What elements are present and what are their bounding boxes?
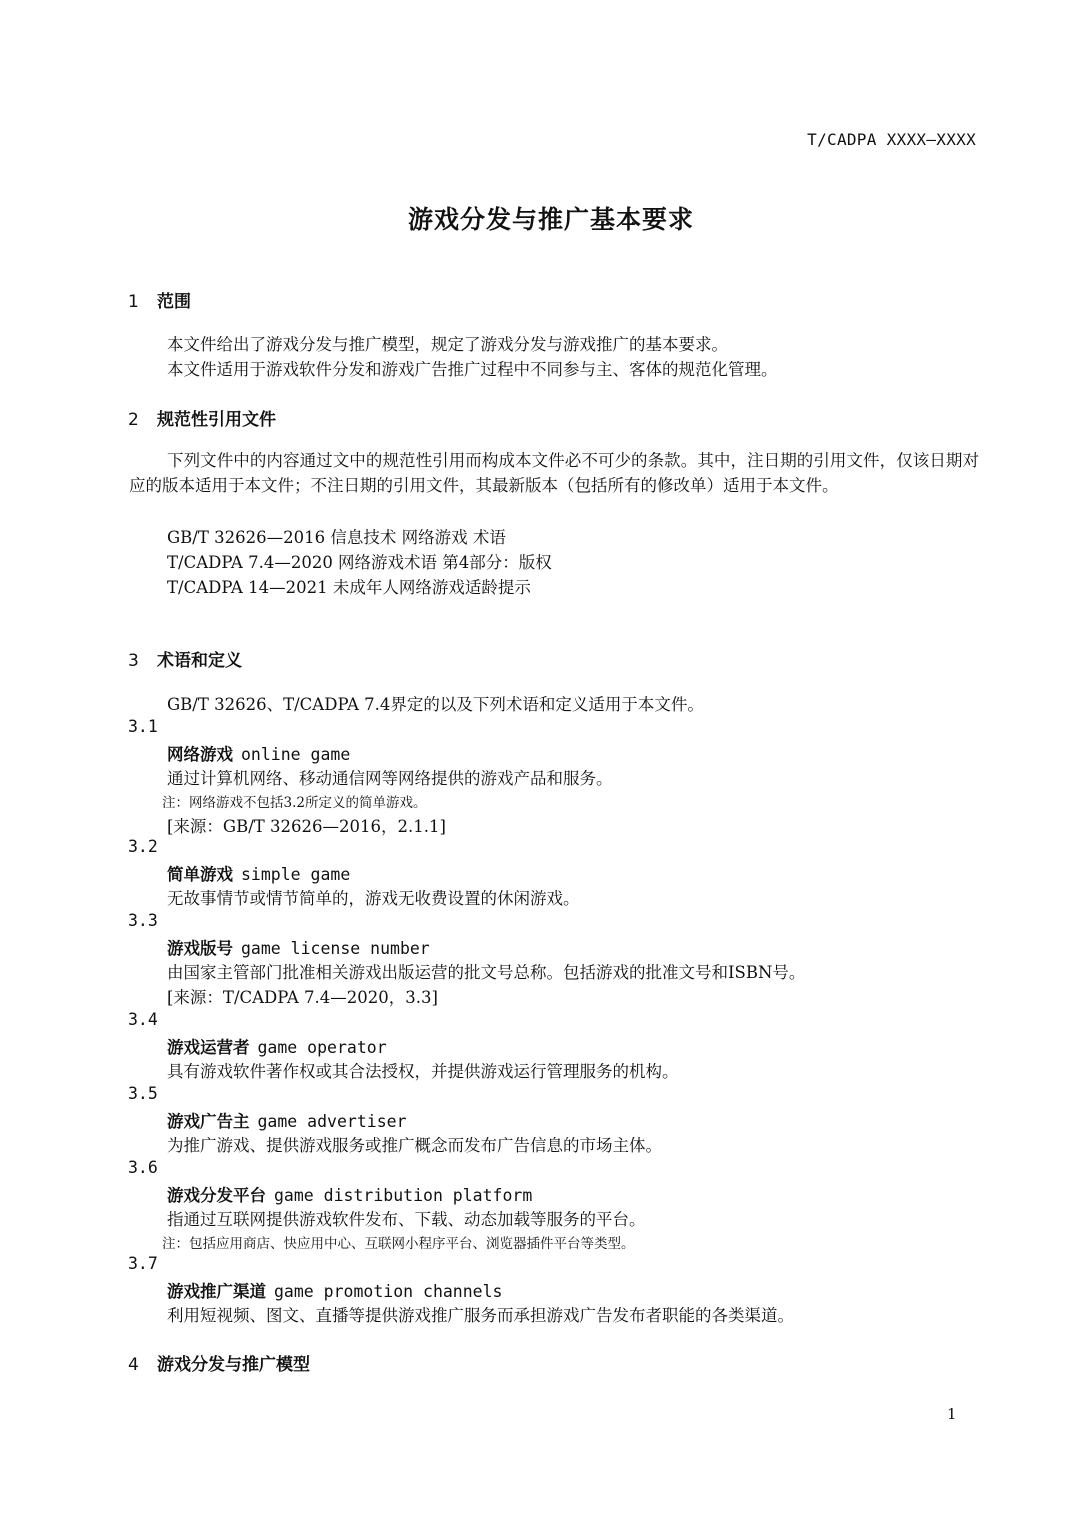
scope-paragraph: 本文件适用于游戏软件分发和游戏广告推广过程中不同参与主、客体的规范化管理。	[167, 360, 778, 379]
section-title: 游戏分发与推广模型	[157, 1355, 310, 1375]
term-heading	[167, 741, 350, 765]
term-definition: 指通过互联网提供游戏软件发布、下载、动态加载等服务的平台。	[167, 1210, 646, 1229]
term-definition: 无故事情节或情节简单的，游戏无收费设置的休闲游戏。	[167, 889, 580, 908]
term-english: game advertiser	[257, 1112, 407, 1131]
reference-item: GB/T 32626—2016 信息技术 网络游戏 术语	[167, 528, 506, 547]
term-number: 3.5	[128, 1084, 158, 1103]
section-number: 4	[128, 1355, 139, 1375]
term-heading	[167, 1278, 502, 1302]
section-heading-model	[128, 1350, 310, 1375]
term-number: 3.6	[128, 1158, 158, 1177]
term-definition: 通过计算机网络、移动通信网等网络提供的游戏产品和服务。	[167, 769, 613, 788]
term-chinese: 网络游戏	[167, 745, 233, 764]
section-heading-scope	[128, 287, 191, 312]
term-english: game promotion channels	[274, 1282, 503, 1301]
term-chinese: 游戏分发平台	[167, 1186, 266, 1205]
section-number: 1	[128, 292, 139, 312]
reference-item: T/CADPA 14—2021 未成年人网络游戏适龄提示	[167, 578, 531, 597]
references-intro-paragraph: 下列文件中的内容通过文中的规范性引用而构成本文件必不可少的条款。其中，注日期的引用文件，仅该日期对应的版本适用于本文件；不注日期的引用文件，其最新版本（包括所有的修改单）适用于本文件。	[129, 451, 979, 495]
section-title: 术语和定义	[157, 651, 242, 671]
term-chinese: 游戏运营者	[167, 1038, 250, 1057]
term-english: simple game	[241, 865, 351, 884]
term-heading	[167, 935, 430, 959]
term-chinese: 简单游戏	[167, 865, 233, 884]
term-number: 3.4	[128, 1010, 158, 1029]
section-heading-terms-definitions	[128, 646, 242, 671]
term-number: 3.1	[128, 717, 158, 736]
term-number: 3.3	[128, 911, 158, 930]
term-source: [来源：T/CADPA 7.4—2020，3.3]	[167, 988, 438, 1007]
document-title: 游戏分发与推广基本要求	[407, 205, 694, 234]
reference-item: T/CADPA 7.4—2020 网络游戏术语 第4部分：版权	[167, 553, 552, 572]
term-english: game operator	[257, 1038, 387, 1057]
term-chinese: 游戏版号	[167, 939, 233, 958]
term-number: 3.2	[128, 837, 158, 856]
term-definition: 由国家主管部门批准相关游戏出版运营的批文号总称。包括游戏的批准文号和ISBN号。	[167, 963, 806, 982]
section-heading-normative-references	[128, 405, 276, 430]
term-chinese: 游戏广告主	[167, 1112, 250, 1131]
term-chinese: 游戏推广渠道	[167, 1282, 266, 1301]
scope-paragraph: 本文件给出了游戏分发与推广模型，规定了游戏分发与游戏推广的基本要求。	[167, 335, 728, 354]
term-note: 注：包括应用商店、快应用中心、互联网小程序平台、浏览器插件平台等类型。	[162, 1236, 635, 1252]
term-heading	[167, 1182, 532, 1206]
terms-intro-paragraph: GB/T 32626、T/CADPA 7.4界定的以及下列术语和定义适用于本文件。	[167, 695, 704, 714]
term-definition: 为推广游戏、提供游戏服务或推广概念而发布广告信息的市场主体。	[167, 1136, 662, 1155]
term-definition: 具有游戏软件著作权或其合法授权，并提供游戏运行管理服务的机构。	[167, 1062, 679, 1081]
term-definition: 利用短视频、图文、直播等提供游戏推广服务而承担游戏广告发布者职能的各类渠道。	[167, 1306, 794, 1325]
document-code: T/CADPA XXXX—XXXX	[807, 130, 976, 149]
section-title: 范围	[157, 292, 191, 312]
term-english: game license number	[241, 939, 430, 958]
term-english: game distribution platform	[274, 1186, 533, 1205]
term-note: 注：网络游戏不包括3.2所定义的简单游戏。	[162, 795, 427, 811]
term-english: online game	[241, 745, 351, 764]
term-heading	[167, 861, 350, 885]
page-number: 1	[947, 1405, 957, 1423]
section-title: 规范性引用文件	[157, 410, 276, 430]
term-heading	[167, 1034, 387, 1058]
term-number: 3.7	[128, 1254, 158, 1273]
term-source: [来源：GB/T 32626—2016，2.1.1]	[167, 817, 446, 836]
section-number: 2	[128, 410, 139, 430]
section-number: 3	[128, 651, 139, 671]
term-heading	[167, 1108, 407, 1132]
